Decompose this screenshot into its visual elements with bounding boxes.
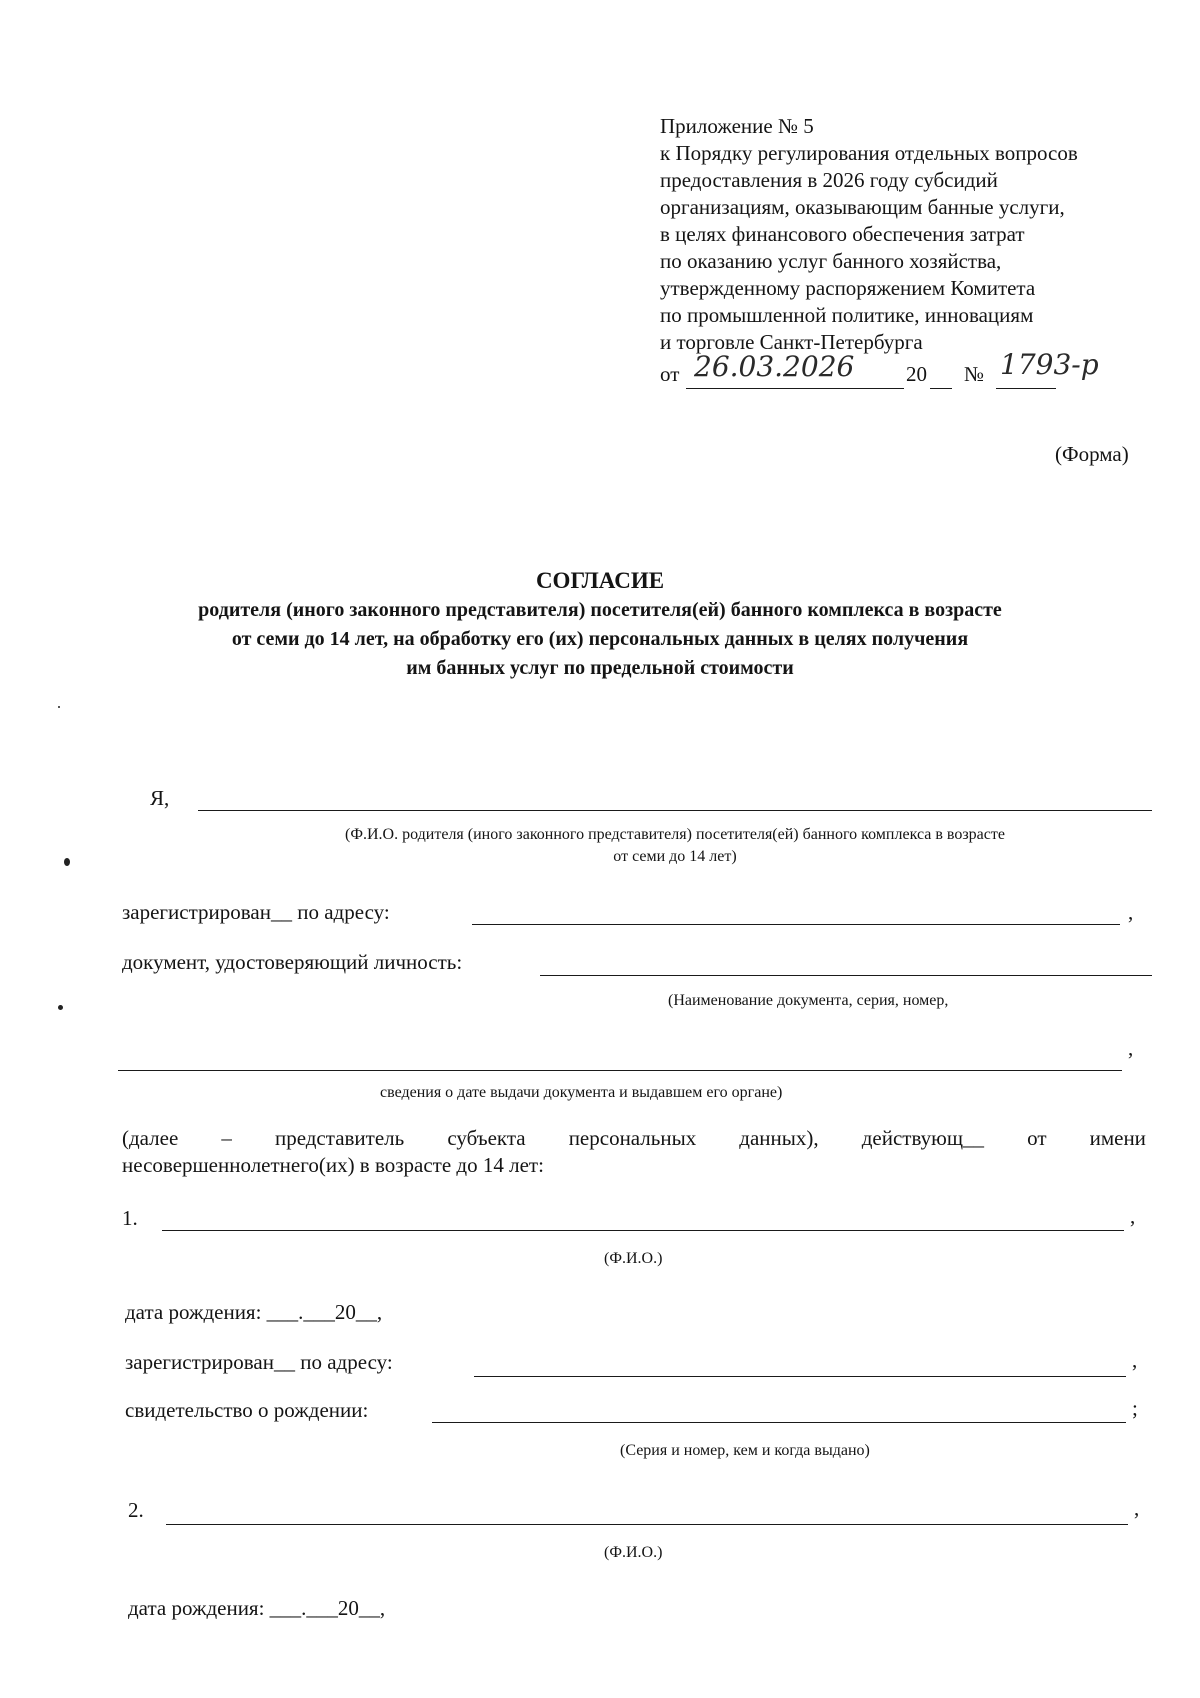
header-line-6: по оказанию услуг банного хозяйства, — [660, 249, 1002, 273]
subtitle-line-3: им банных услуг по предельной стоимости — [406, 657, 794, 679]
child2-birth-date: дата рождения: ___.___20__, — [128, 1596, 386, 1620]
further-word: данных), — [739, 1126, 819, 1150]
further-word: (далее — [122, 1126, 179, 1150]
child1-birth-date: дата рождения: ___.___20__, — [125, 1300, 383, 1324]
parent-fio-caption-2: от семи до 14 лет) — [613, 848, 737, 865]
parent-address-field[interactable] — [472, 924, 1120, 925]
handwritten-date: 26.03.2026 — [694, 350, 855, 383]
header-line-8: по промышленной политике, инновациям — [660, 303, 1034, 327]
comma: , — [1128, 900, 1134, 924]
further-word: персональных — [568, 1126, 697, 1150]
further-word: действующ__ — [861, 1126, 985, 1150]
date-underline — [686, 388, 904, 389]
child1-birth-cert-field[interactable] — [432, 1422, 1126, 1423]
id-doc-field-2[interactable] — [118, 1070, 1122, 1071]
id-doc-caption-2: сведения о дате выдачи документа и выдавшем его органе) — [380, 1084, 783, 1101]
subtitle-line-1: родителя (иного законного представителя) посетителя(ей) банного комплекса в возрасте — [198, 599, 1002, 621]
parent-fio-caption-1: (Ф.И.О. родителя (иного законного представителя) посетителя(ей) банного комплекса в возрасте — [345, 826, 1005, 843]
child1-fio-field[interactable] — [162, 1230, 1124, 1231]
comma: , — [1134, 1496, 1140, 1520]
from-prefix: от — [660, 362, 680, 386]
year-text: 20 — [906, 362, 927, 386]
further-line-1 — [122, 1126, 1146, 1151]
year-underline — [930, 388, 952, 389]
number-sign: № — [964, 362, 985, 386]
child2-number: 2. — [128, 1498, 144, 1522]
parent-fio-field[interactable] — [198, 810, 1152, 811]
number-underline — [996, 388, 1056, 389]
child2-fio-field[interactable] — [166, 1524, 1128, 1525]
i-label: Я, — [150, 786, 170, 810]
child1-birth-cert-caption: (Серия и номер, кем и когда выдано) — [620, 1442, 870, 1459]
header-line-4: организациям, оказывающим банные услуги, — [660, 195, 1065, 219]
id-doc-label: документ, удостоверяющий личность: — [122, 950, 463, 974]
header-line-7: утвержденному распоряжением Комитета — [660, 276, 1036, 300]
header-line-5: в целях финансового обеспечения затрат — [660, 222, 1025, 246]
child1-fio-caption: (Ф.И.О.) — [604, 1250, 663, 1267]
further-word: от — [1027, 1126, 1047, 1150]
child2-fio-caption: (Ф.И.О.) — [604, 1544, 663, 1561]
further-word: представитель — [274, 1126, 405, 1150]
comma: , — [1128, 1036, 1134, 1060]
semicolon: ; — [1132, 1396, 1138, 1420]
handwritten-number: 1793-р — [1000, 348, 1099, 381]
header-line-9: и торговле Санкт-Петербурга — [660, 330, 923, 354]
header-line-1: Приложение № 5 — [660, 114, 814, 138]
subtitle-line-2: от семи до 14 лет, на обработку его (их) персональных данных в целях получения — [231, 628, 969, 650]
scan-speck — [64, 858, 70, 866]
scan-speck — [58, 1005, 63, 1010]
form-label: (Форма) — [1055, 442, 1129, 466]
further-word: – — [221, 1126, 232, 1150]
further-word: имени — [1089, 1126, 1146, 1150]
further-word: субъекта — [447, 1126, 526, 1150]
child1-registered-label: зарегистрирован__ по адресу: — [125, 1350, 393, 1374]
header-line-2: к Порядку регулирования отдельных вопросов — [660, 141, 1078, 165]
document-title: СОГЛАСИЕ — [535, 568, 665, 593]
child1-number: 1. — [122, 1206, 138, 1230]
further-line-2: несовершеннолетнего(их) в возрасте до 14 лет: — [122, 1153, 544, 1177]
id-doc-caption-1: (Наименование документа, серия, номер, — [668, 992, 949, 1009]
header-line-3: предоставления в 2026 году субсидий — [660, 168, 998, 192]
child1-birth-cert-label: свидетельство о рождении: — [125, 1398, 369, 1422]
registered-label: зарегистрирован__ по адресу: — [122, 900, 390, 924]
scan-speck — [58, 706, 60, 708]
child1-address-field[interactable] — [474, 1376, 1126, 1377]
comma: , — [1132, 1348, 1138, 1372]
comma: , — [1130, 1204, 1136, 1228]
id-doc-field[interactable] — [540, 975, 1152, 976]
